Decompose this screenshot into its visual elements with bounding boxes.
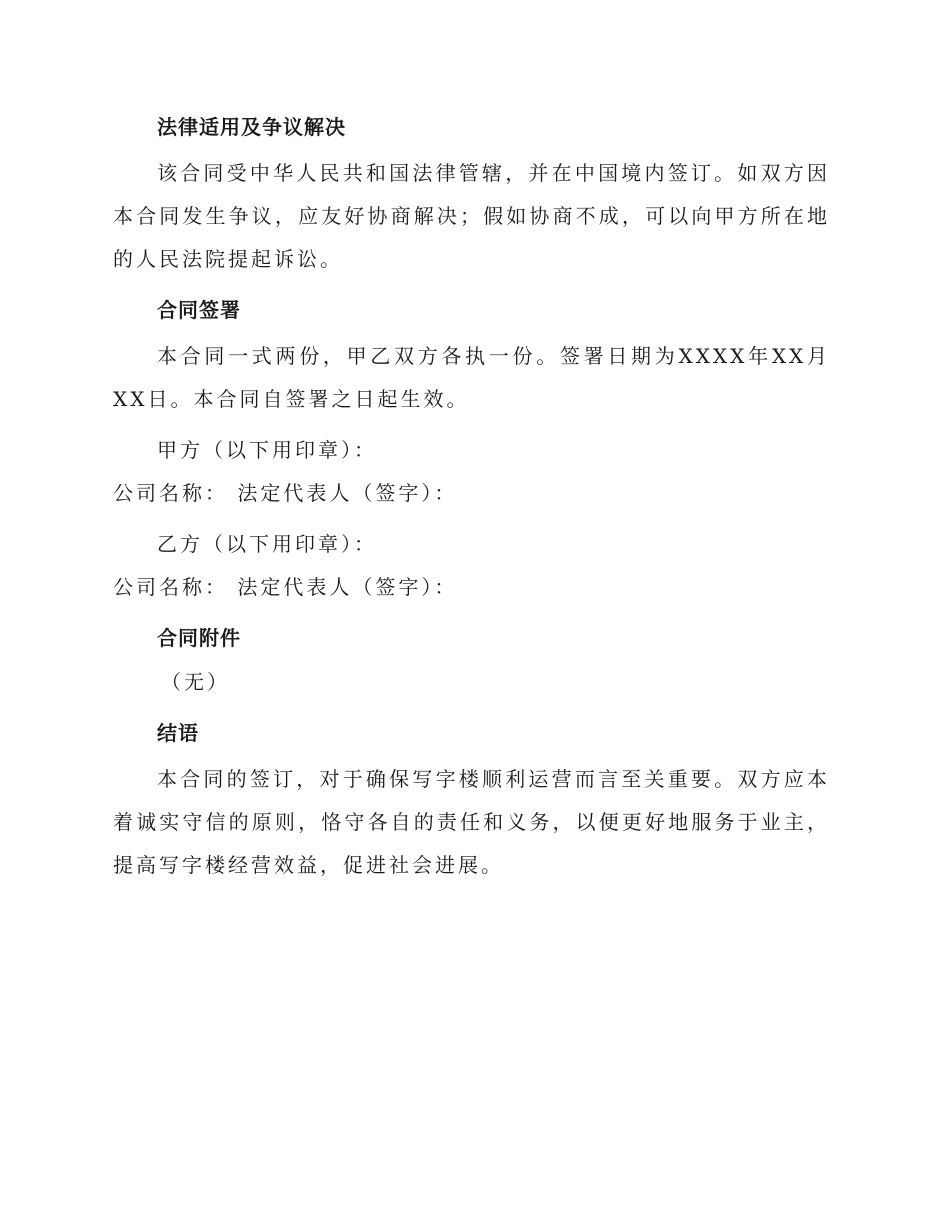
paragraph-conclusion: 本合同的签订，对于确保写字楼顺利运营而言至关重要。双方应本着诚实守信的原则，恪守各自的责任和义务，以便更好地服务于业主，提高写字楼经营效益，促进社会进展。 [113,767,830,877]
party-b-title: 乙方（以下用印章）： [157,532,377,556]
paragraph-attachments: （无） [161,670,230,694]
paragraph-signing: 本合同一式两份，甲乙双方各执一份。签署日期为XXXX年XX月XX日。本合同自签署之日起生效。 [113,344,830,411]
party-a-title: 甲方（以下用印章）： [157,438,377,462]
heading-law: 法律适用及争议解决 [157,115,346,139]
paragraph-law: 该合同受中华人民共和国法律管辖，并在中国境内签订。如双方因本合同发生争议，应友好协商解决；假如协商不成，可以向甲方所在地的人民法院提起诉讼。 [113,161,830,271]
party-b-signature-line: 公司名称： 法定代表人（签字）： [113,575,458,599]
heading-signing: 合同签署 [157,298,241,322]
heading-conclusion: 结语 [157,721,199,745]
heading-attachments: 合同附件 [157,626,241,650]
party-a-signature-line: 公司名称： 法定代表人（签字）： [113,481,458,505]
